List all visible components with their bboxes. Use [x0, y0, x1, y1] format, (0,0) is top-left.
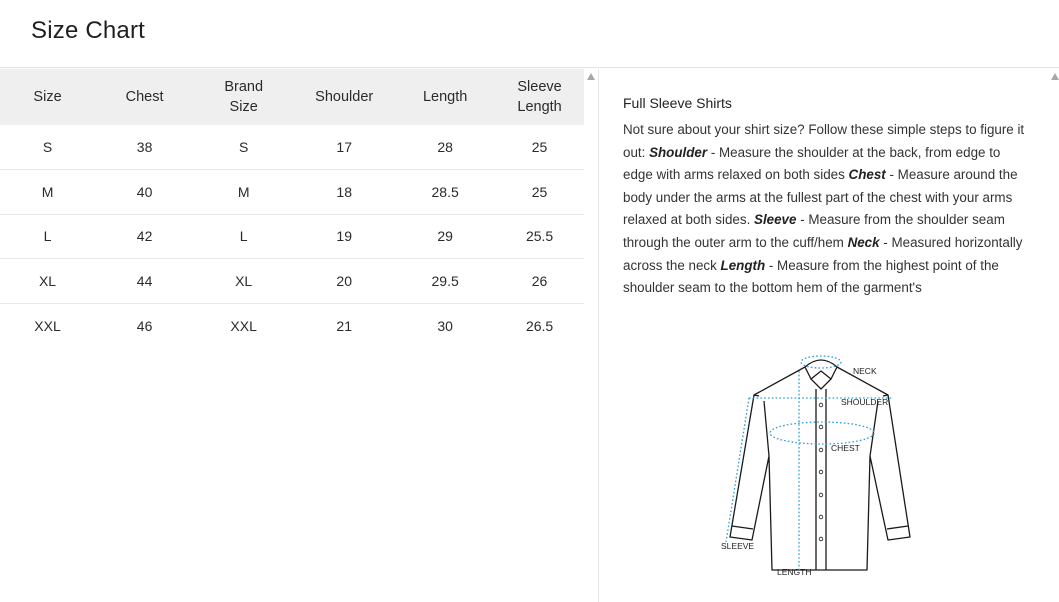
table-row [0, 303, 584, 348]
term-chest: Chest [848, 167, 886, 183]
cell-chest: 38 [136, 139, 153, 155]
neck-label: NECK [853, 366, 877, 376]
size-table-pane[interactable] [0, 69, 599, 602]
column-header-sleeve-length: Sleeve Length [517, 79, 562, 115]
cell-brand-size: XXL [230, 317, 257, 334]
cell-chest: 40 [136, 183, 153, 200]
table-row [0, 214, 584, 259]
neck-measure-line [801, 356, 841, 368]
shirt-measurement-diagram [719, 349, 921, 579]
cell-chest: 44 [136, 272, 153, 289]
cell-shoulder: 17 [336, 139, 352, 155]
cell-brand-size: S [238, 139, 249, 155]
cell-shoulder: 18 [336, 183, 352, 200]
cell-length: 28 [437, 139, 453, 155]
sleeve-measure-line [726, 398, 749, 542]
cell-length: 29.5 [431, 272, 459, 289]
cell-shoulder: 19 [336, 228, 352, 245]
term-sleeve: Sleeve [754, 212, 797, 228]
cell-brand-size: L [239, 228, 248, 245]
cell-size: XXL [34, 317, 61, 334]
cell-sleeve-length: 26.5 [525, 317, 554, 334]
cell-sleeve-length: 25 [531, 139, 548, 155]
cell-sleeve-length: 25 [531, 183, 548, 200]
term-length: Length [720, 257, 766, 273]
cell-sleeve-length: 26 [531, 272, 548, 289]
table-row [0, 125, 584, 170]
column-header-length: Length [422, 89, 468, 105]
cell-size: M [41, 183, 54, 200]
guide-instructions: Not sure about your shirt size? Follow these simple steps to figure it out: Shoulder - Measure the shoulder at the back, from edge to edge with arms relaxed on both sides Chest - Measure around the body under the arms at the fullest part of the chest with your arms relaxed at both sides. Sleeve - Measure from the shoulder seam through the outer arm to the cuff/hem Neck - Measured horizontally across the neck Length - Measure from the highest point of the shoulder seam to the bottom hem of the garment's [623, 122, 1025, 296]
cell-brand-size: XL [235, 272, 253, 289]
length-label: LENGTH [777, 567, 812, 577]
chest-label: CHEST [831, 443, 860, 453]
term-shoulder: Shoulder [649, 144, 708, 160]
column-header-size: Size [33, 89, 62, 105]
cell-length: 30 [437, 317, 453, 334]
column-header-shoulder: Shoulder [315, 89, 374, 105]
shoulder-label: SHOULDER [841, 397, 889, 407]
size-table [0, 69, 584, 348]
page-title: Size Chart [31, 17, 146, 44]
column-header-chest: Chest [125, 89, 164, 105]
table-header-row [0, 69, 584, 125]
cell-brand-size: M [237, 183, 250, 200]
column-header-brand-size: Brand Size [224, 79, 264, 115]
scroll-up-arrow-icon[interactable] [587, 73, 595, 80]
cell-size: S [42, 139, 53, 155]
cell-chest: 46 [136, 317, 153, 334]
scroll-up-arrow-icon[interactable] [1051, 73, 1059, 80]
table-row [0, 170, 584, 215]
cell-shoulder: 21 [336, 317, 352, 334]
cell-length: 29 [437, 228, 453, 245]
term-neck: Neck [847, 234, 880, 250]
guide-title: Full Sleeve Shirts [623, 95, 732, 111]
cell-shoulder: 20 [336, 272, 352, 289]
cell-chest: 42 [136, 228, 153, 245]
cell-size: L [43, 228, 52, 245]
cell-size: XL [38, 272, 57, 289]
modal-header [0, 0, 1059, 68]
sleeve-label: SLEEVE [721, 541, 755, 551]
measure-guide-pane[interactable] [600, 69, 1059, 602]
table-row [0, 259, 584, 304]
cell-sleeve-length: 25.5 [525, 228, 554, 245]
cell-length: 28.5 [431, 183, 459, 200]
